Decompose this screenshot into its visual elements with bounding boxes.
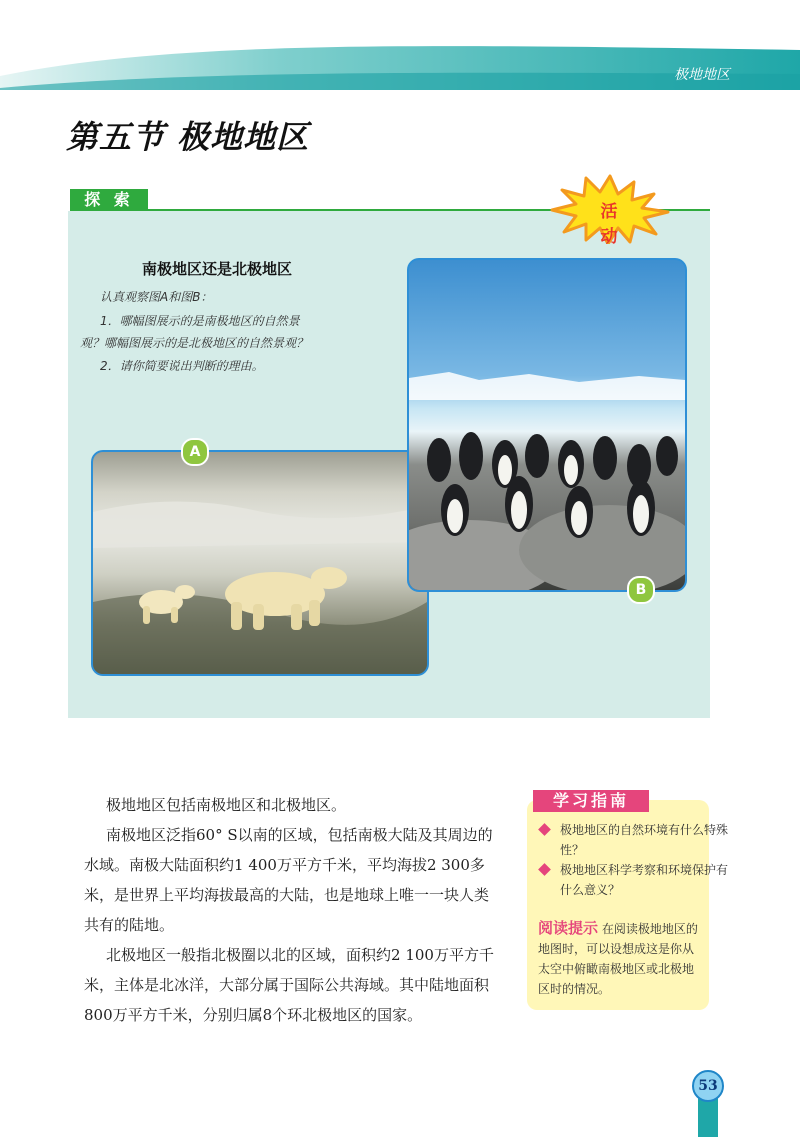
activity-label: 活 动 bbox=[600, 202, 624, 247]
explore-tag: 探 索 bbox=[70, 189, 148, 211]
guide-item-text: 极地地区科学考察和环境保护有什么意义？ bbox=[560, 863, 729, 897]
study-guide-tag: 学习指南 bbox=[533, 790, 649, 812]
question-line: 观？哪幅图展示的是北极地区的自然景观？ bbox=[80, 336, 309, 350]
guide-item-text: 极地地区的自然环境有什么特殊性？ bbox=[560, 823, 729, 857]
body-paragraph: 极地地区包括南极地区和北极地区。 bbox=[106, 796, 347, 814]
reading-tip-label: 阅读提示 bbox=[538, 919, 599, 937]
page-number: 53 bbox=[698, 1078, 718, 1094]
body-paragraph: 南极地区泛指60° S以南的区域，包括南极大陆及其周边的水域。南极大陆面积约1 400万平方千米，平均海拔2 300多米，是世界上平均海拔最高的大陆，也是地球上唯一一块人类共有的陆地。 bbox=[84, 826, 493, 934]
question-line: 2．请你简要说出判断的理由。 bbox=[100, 359, 264, 373]
photo-a-polar-bears bbox=[91, 450, 429, 676]
question-line: 1．哪幅图展示的是南极地区的自然景 bbox=[100, 314, 300, 328]
question-title: 南极地区还是北极地区 bbox=[142, 260, 293, 278]
reading-tip bbox=[538, 918, 704, 999]
guide-item bbox=[538, 860, 728, 900]
penguin-scene bbox=[409, 260, 685, 590]
diamond-bullet-icon bbox=[538, 863, 551, 876]
reading-tip-text: 在阅读极地地区的地图时，可以设想成这是你从太空中俯瞰南极地区或北极地区时的情况。 bbox=[538, 922, 698, 996]
question-line: 认真观察图A和图B： bbox=[100, 290, 213, 304]
body-paragraph: 北极地区一般指北极圈以北的区域，面积约2 100万平方千米，主体是北冰洋，大部分属于国际公共海域。其中陆地面积800万平方千米，分别归属8个环北极地区的国家。 bbox=[84, 946, 494, 1024]
section-label: 极地地区 bbox=[674, 67, 730, 83]
guide-item bbox=[538, 820, 728, 860]
photo-b-badge: B bbox=[627, 576, 655, 604]
diamond-bullet-icon bbox=[538, 823, 551, 836]
polar-bear-scene bbox=[93, 452, 427, 674]
photo-b-penguins bbox=[407, 258, 687, 592]
photo-a-badge: A bbox=[181, 438, 209, 466]
page-title: 第五节 极地地区 bbox=[66, 118, 310, 156]
